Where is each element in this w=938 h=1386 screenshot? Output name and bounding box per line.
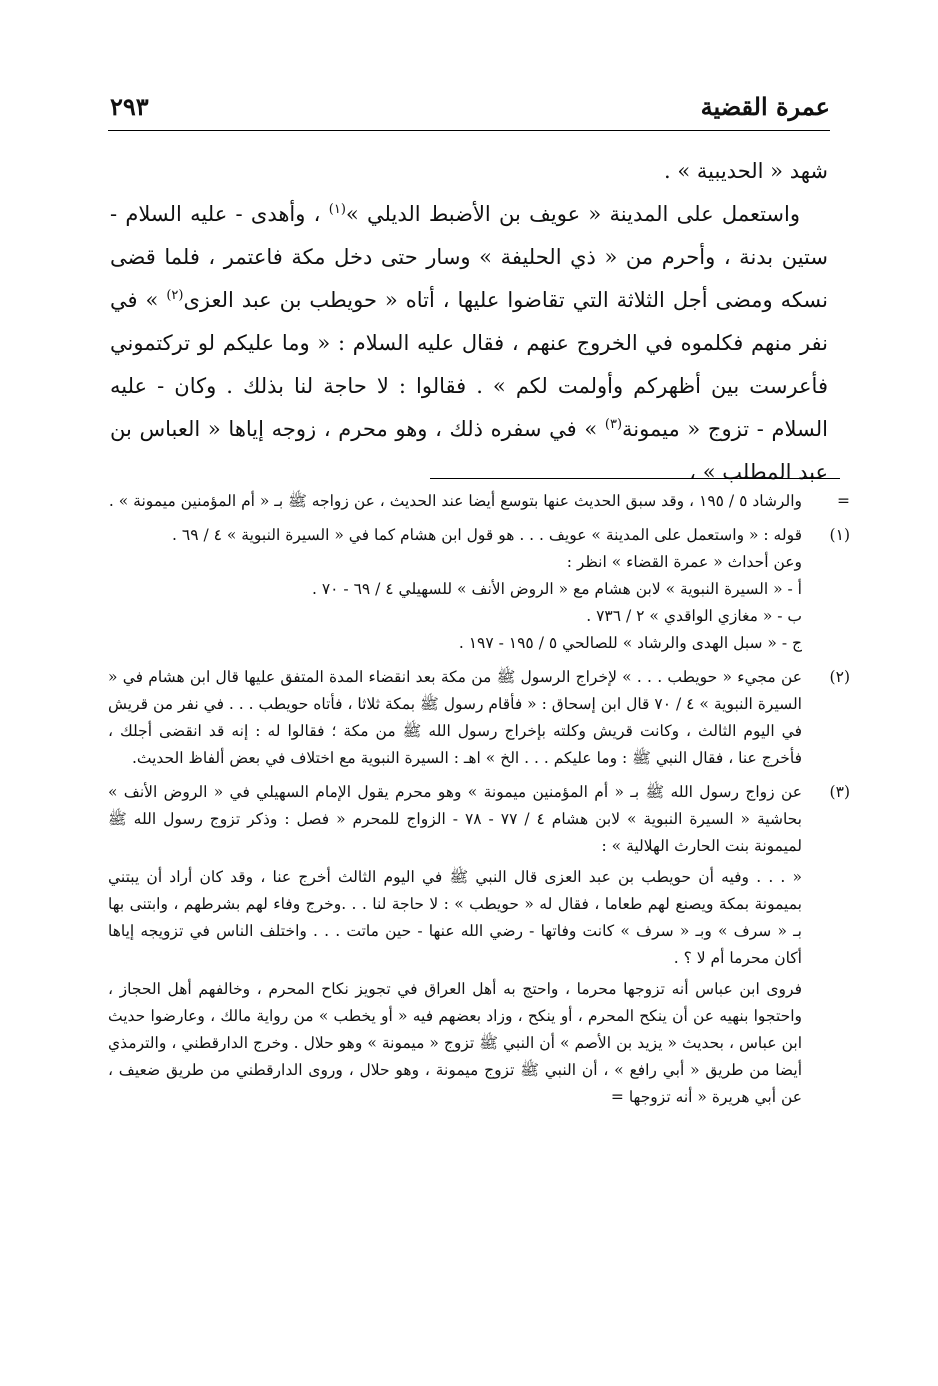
main-paragraph-1: شهد « الحديبية » . [664,159,828,183]
main-text-segment: واستعمل على المدينة « عويف بن الأضبط الديلي » [345,202,800,226]
footnotes [108,488,852,1118]
footnote-1-item-c: ج - « سبل الهدى والرشاد » للصالحي ٥ / ١٩٥ - ١٩٧ . [458,634,802,652]
footnote-3-para-1: عن زواج رسول الله ﷺ بـ « أم المؤمنين ميمونة » وهو محرم يقول الإمام السهيلي في « الروض الأنف » بحاشية « السيرة النبوية » لابن هشام ٤ / ٧٧ - ٧٨ - الزواج للمحرم « فصل : وذكر تزوج رسول الله ﷺ لميمونة بنت الحارث الهلالية » : [108,783,802,855]
footnote-number: (١) [829,526,850,544]
main-text-segment: » في سفره ذلك ، وهو محرم ، زوجه إياها « العباس بن عبد المطلب » ، [110,417,828,484]
footnote-3-para-3: فروى ابن عباس أنه تزوجها محرما ، واحتج به أهل العراق في تجويز نكاح المحرم ، وخالفهم أهل الحجاز ، واحتجوا بنهيه عن أن ينكح المحرم ، أو ينكح ، وزاد بعضهم فيه « أو يخطب » من رواية مالك ، وعارضوا حديث ابن عباس ، بحديث « يزيد بن الأصم » أن النبي ﷺ تزوج « ميمونة » وهو حلال . وخرج الدارقطني ، والترمذي أيضا من طريق « أبي رافع » ، أن النبي ﷺ تزوج ميمونة ، وهو حلال ، وروى الدارقطني من طريق ضعيف ، عن أبي هريرة « أنه تزوجها = [108,980,802,1106]
main-text-segment: ، وأهدى - عليه السلام - ستين بدنة ، وأحرم من « ذي الحليفة » وسار حتى دخل مكة فاعتمر ، فلما قضى نسكه ومضى أجل الثلاثة التي تقاضوا عليها ، أتاه « حويطب بن عبد العزى [110,202,828,312]
running-title: عمرة القضية [700,91,830,121]
footnote-number: (٢) [829,668,850,686]
footnote-3-para-2: « . . . وفيه أن حويطب بن عبد العزى قال النبي ﷺ في اليوم الثالث أخرج عنا ، وقد كان أراد أن يبتني بميمونة بمكة ويصنع لهم طعاما ، فقال له « حويطب » : لا حاجة لنا . . .وخرج وفاء لهم بشرطهم ، وابتنى بها بـ « سرف » وبـ « سرف » كانت وفاتها - رضي الله عنها - حين ماتت . . . واختلف الناس في تزويجه إياها أكان محرما أم لا ؟ . [108,868,802,967]
footnote-ref-1: (١) [328,202,346,217]
footnote-number: (٣) [829,783,850,801]
footnote-2-text: عن مجيء « حويطب . . . » لإخراج الرسول ﷺ من مكة بعد انقضاء المدة المتفق عليها قال ابن هشام في « السيرة النبوية » ٤ / ٧٠ قال ابن إسحاق : « فأقام رسول ﷺ بمكة ثلاثا ، فأتاه حويطب . . . في نفر من قريش في اليوم الثالث ، وكانت قريش وكلته بإخراج رسول الله ﷺ من مكة ؛ فقالوا له : إنه قد انقضى أجلك ، فأخرج عنا ، فقال النبي ﷺ : وما عليكم . . . الخ » اهـ : السيرة النبوية مع اختلاف في بعض ألفاظ الحديث. [108,668,802,767]
footnote-3 [108,779,852,1111]
footnote-1-line-2: وعن أحداث « عمرة القضاء » انظر : [566,553,802,571]
footnote-1-line-1: قوله : « واستعمل على المدينة » عويف . . . هو قول ابن هشام كما في « السيرة النبوية » ٤ / ٦٩ . [172,526,802,544]
main-text [110,150,828,494]
footnote-separator [430,478,840,479]
main-text-segment: » في نفر منهم فكلموه في الخروج عنهم ، فقال عليه السلام : « وما عليكم لو تركتموني فأعرست بين أظهركم وأولمت لكم » . فقالوا : لا حاجة لنا بذلك . وكان - عليه السلام - تزوج « ميمونة [110,288,828,441]
footnote-1-item-a: أ - « السيرة النبوية » لابن هشام مع « الروض الأنف » للسهيلي ٤ / ٦٩ - ٧٠ . [311,580,802,598]
continuation-marker: = [837,492,850,510]
footnote-continuation [108,488,852,515]
footnote-1-item-b: ب - « مغازي الواقدي » ٢ / ٧٣٦ . [586,607,802,625]
main-paragraph-2 [110,193,828,494]
page-header [110,88,830,124]
footnote-2 [108,664,852,772]
footnote-ref-2: (٢) [166,288,184,303]
header-rule [108,130,830,131]
footnote-1 [108,522,852,657]
footnote-continuation-text: والرشاد ٥ / ١٩٥ ، وقد سبق الحديث عنها بتوسع أيضا عند الحديث ، عن زواجه ﷺ بـ « أم المؤمنين ميمونة » . [108,492,802,510]
page-number: ٢٩٣ [110,91,149,121]
footnote-ref-3: (٣) [604,417,623,432]
